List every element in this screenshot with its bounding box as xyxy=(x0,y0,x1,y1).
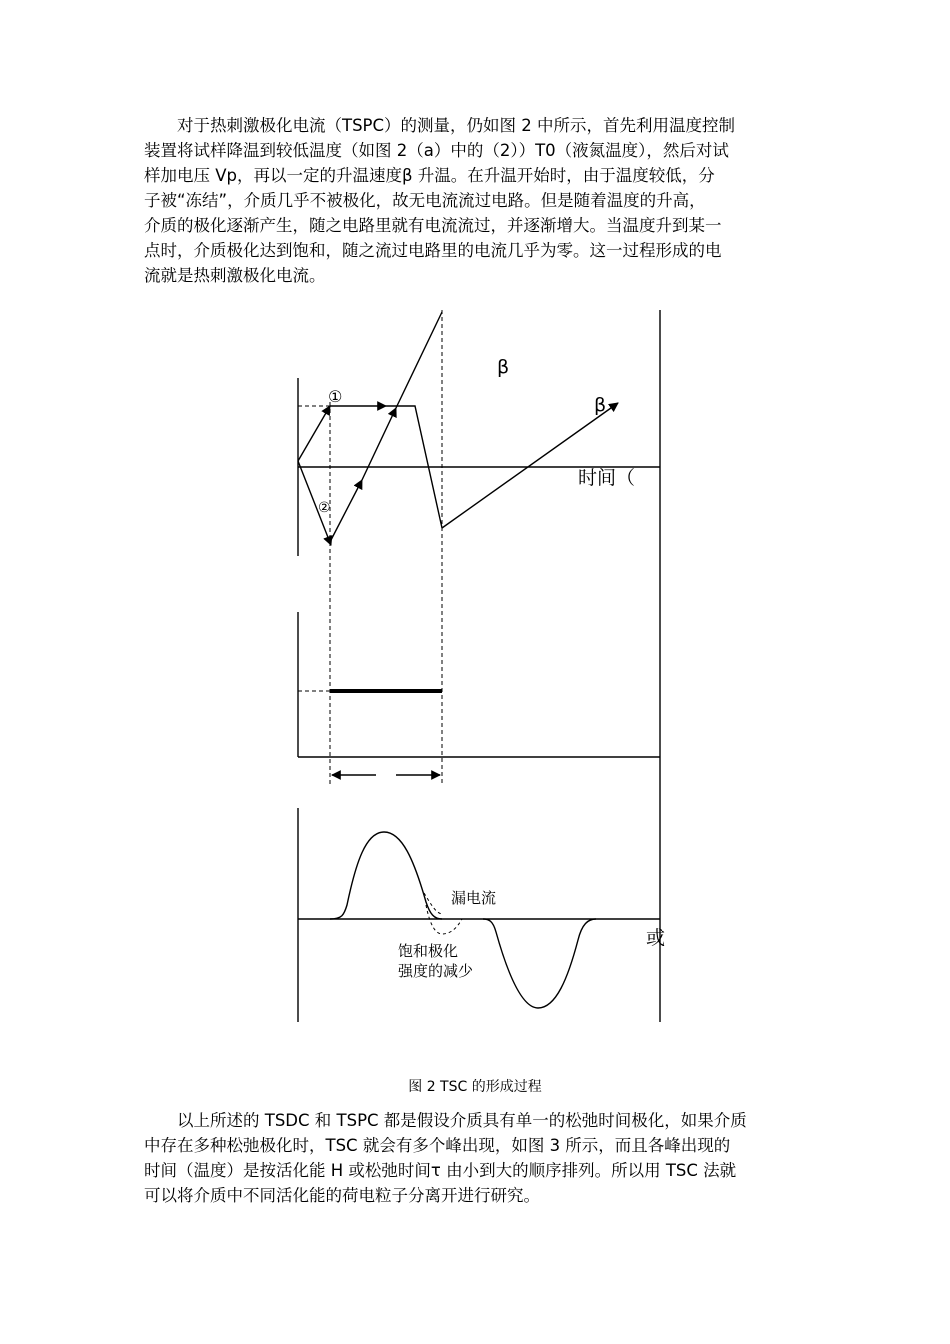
text-line: 装置将试样降温到较低温度（如图 2（a）中的（2））T0（液氮温度），然后对试 xyxy=(144,141,729,160)
curve-1-rise xyxy=(298,406,330,461)
time-axis-label: 时间（ xyxy=(578,467,636,489)
marker-1: ① xyxy=(328,387,343,406)
paragraph-1 xyxy=(144,113,808,288)
paragraph-2 xyxy=(144,1108,808,1208)
curve-2-rise-a xyxy=(331,480,362,540)
saturation-label-line2: 强度的减少 xyxy=(398,962,474,980)
temperature-program-panel xyxy=(298,310,660,1022)
text-line: 对于热刺激极化电流（TSPC）的测量，仍如图 2 中所示，首先利用温度控制 xyxy=(144,116,736,135)
beta-label-2: β xyxy=(594,394,607,416)
text-line: 子被“冻结”，介质几乎不被极化，故无电流流过电路。但是随着温度的升高， xyxy=(144,191,706,210)
text-line: 中存在多种松弛极化时，TSC 就会有多个峰出现，如图 3 所示，而且各峰出现的 xyxy=(144,1136,731,1155)
text-line: 以上所述的 TSDC 和 TSPC 都是假设介质具有单一的松弛时间极化，如果介质 xyxy=(144,1111,747,1130)
or-label: 或 xyxy=(646,927,666,949)
tspc-peak xyxy=(330,832,442,919)
current-panel xyxy=(298,808,660,1022)
text-line: 可以将介质中不同活化能的荷电粒子分离开进行研究。 xyxy=(144,1186,540,1205)
tsdc-trough xyxy=(483,919,596,1008)
text-line: 介质的极化逐渐产生，随之电路里就有电流流过，并逐渐增大。当温度升到某一 xyxy=(144,216,722,235)
curve-2-rise-c xyxy=(396,312,442,408)
tsc-formation-figure xyxy=(0,300,950,1060)
text-line: 样加电压 Vp，再以一定的升温速度β 升温。在升温开始时，由于温度较低，分 xyxy=(144,166,715,185)
leakage-label: 漏电流 xyxy=(451,889,497,907)
text-line: 流就是热刺激极化电流。 xyxy=(144,266,326,285)
figure-caption: 图 2 TSC 的形成过程 xyxy=(408,1079,542,1095)
voltage-panel xyxy=(298,612,660,775)
text-line: 点时，介质极化达到饱和，随之流过电路里的电流几乎为零。这一过程形成的电 xyxy=(144,241,722,260)
curve-2-rise-b xyxy=(362,408,396,480)
heating-ramp xyxy=(442,403,618,528)
marker-2: ② xyxy=(318,500,331,516)
saturation-label-line1: 饱和极化 xyxy=(398,942,459,960)
beta-label-1: β xyxy=(497,356,510,378)
text-line: 时间（温度）是按活化能 H 或松弛时间τ 由小到大的顺序排列。所以用 TSC 法就 xyxy=(144,1161,737,1180)
